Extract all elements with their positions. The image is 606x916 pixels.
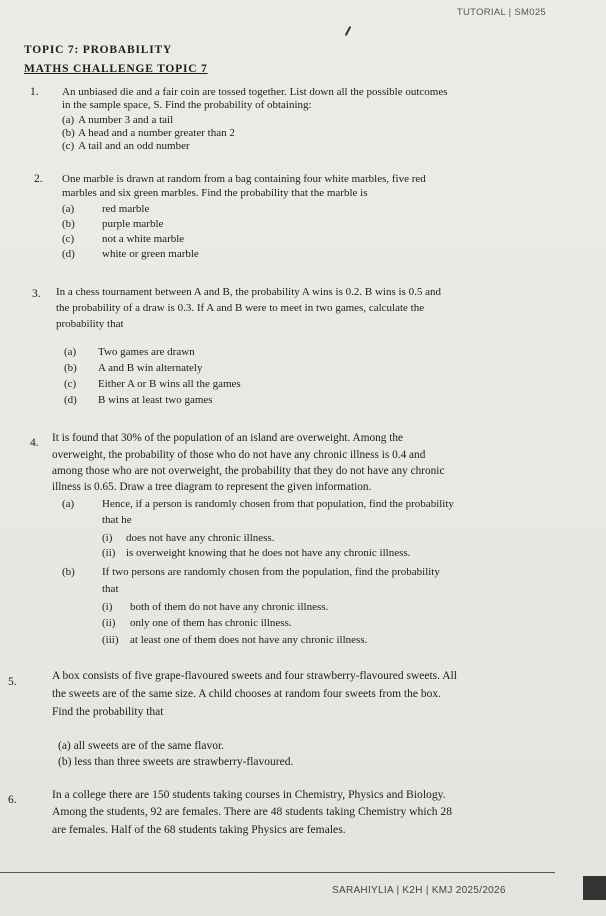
part-text: A head and a number greater than 2	[78, 127, 235, 139]
part-label: (a)	[62, 203, 75, 215]
part-text: purple marble	[102, 218, 164, 230]
question-line: An unbiased die and a fair coin are tossed together. List down all the possible outcomes	[62, 86, 448, 98]
question-part	[62, 203, 149, 216]
part-text: that	[102, 583, 119, 595]
part-text: at least one of them does not have any chronic illness.	[130, 634, 368, 646]
question-line: the probability of a draw is 0.3. If A and B were to meet in two games, calculate the	[56, 302, 425, 314]
part-text: B wins at least two games	[98, 394, 213, 406]
part-label: (d)	[62, 248, 75, 260]
part-label: (ii)	[102, 547, 116, 559]
question-line: illness is 0.65. Draw a tree diagram to represent the given information.	[52, 481, 372, 493]
part-text: If two persons are randomly chosen from the population, find the probability	[102, 566, 440, 578]
question-line: overweight, the probability of those who do not have any chronic illness is 0.4 and	[52, 449, 426, 461]
part-text: A and B win alternately	[98, 362, 203, 374]
question-line: probability that	[56, 318, 124, 330]
part-label: (d)	[64, 394, 77, 406]
part-text: red marble	[102, 203, 150, 215]
challenge-title: MATHS CHALLENGE TOPIC 7	[24, 63, 208, 75]
part-label: (i)	[102, 601, 113, 613]
footer-divider	[0, 872, 555, 873]
part-text: is overweight knowing that he does not have any chronic illness.	[126, 547, 411, 559]
pen-mark	[345, 26, 351, 36]
question-number: 1.	[30, 86, 39, 98]
question-part	[102, 601, 328, 614]
question-number: 6.	[8, 794, 17, 806]
question-line: A box consists of five grape-flavoured sweets and four strawberry-flavoured sweets. All	[52, 670, 457, 682]
question-part	[62, 248, 199, 261]
part-label: (b)	[62, 218, 75, 230]
question-part	[62, 114, 173, 127]
question-line: One marble is drawn at random from a bag containing four white marbles, five red	[62, 173, 426, 185]
part-label: (b)	[62, 127, 75, 139]
part-label: (c)	[62, 140, 75, 152]
part-text: that he	[102, 514, 132, 526]
question-line: among those who are not overweight, the probability that they do not have any chronic	[52, 465, 445, 477]
part-text: not a white marble	[102, 233, 185, 245]
topic-title: TOPIC 7: PROBABILITY	[24, 44, 173, 56]
part-label: (c)	[62, 233, 75, 245]
question-part	[62, 218, 163, 231]
footer-text: SARAHIYLIA | K2H | KMJ 2025/2026	[332, 885, 506, 896]
question-part	[58, 740, 224, 753]
part-label: (a)	[64, 346, 77, 358]
question-part	[64, 346, 195, 359]
part-text: does not have any chronic illness.	[126, 532, 275, 544]
question-line: Among the students, 92 are females. There are 48 students taking Chemistry which 28	[52, 805, 453, 818]
part-text: all sweets are of the same flavor.	[73, 740, 225, 752]
part-label: (ii)	[102, 617, 116, 629]
part-text: less than three sweets are strawberry-flavoured.	[74, 756, 294, 768]
question-part	[62, 233, 184, 246]
question-part	[62, 566, 440, 579]
part-text: only one of them has chronic illness.	[130, 617, 292, 629]
tutorial-code: TUTORIAL | SM025	[456, 7, 546, 18]
question-line: It is found that 30% of the population of an island are overweight. Among the	[52, 432, 404, 444]
question-part	[62, 127, 235, 140]
question-part	[64, 362, 202, 375]
question-part	[62, 498, 454, 511]
question-part	[102, 634, 367, 647]
question-part	[64, 378, 241, 391]
question-line: are females. Half of the 68 students taking Physics are females.	[52, 823, 346, 836]
corner-tab	[583, 876, 606, 900]
question-line: In a chess tournament between A and B, the probability A wins is 0.2. B wins is 0.5 and	[56, 286, 441, 298]
part-text: both of them do not have any chronic illness.	[130, 601, 329, 613]
question-part	[102, 583, 119, 596]
question-part	[102, 617, 292, 630]
part-text: white or green marble	[102, 248, 199, 260]
part-label: (b)	[64, 362, 77, 374]
part-label: (c)	[64, 378, 77, 390]
question-line: In a college there are 150 students taking courses in Chemistry, Physics and Biology.	[52, 788, 446, 801]
question-line: Find the probability that	[52, 706, 164, 718]
question-number: 3.	[32, 288, 41, 300]
part-label: (iii)	[102, 634, 119, 646]
part-text: Hence, if a person is randomly chosen from that population, find the probability	[102, 498, 454, 510]
question-number: 4.	[30, 437, 39, 449]
part-text: A tail and an odd number	[78, 140, 190, 152]
part-text: A number 3 and a tail	[78, 114, 174, 126]
question-part	[102, 547, 410, 560]
question-line: marbles and six green marbles. Find the probability that the marble is	[62, 187, 368, 199]
question-line: the sweets are of the same size. A child chooses at random four sweets from the box.	[52, 688, 441, 700]
question-part	[64, 394, 213, 407]
question-line: in the sample space, S. Find the probability of obtaining:	[62, 99, 312, 111]
question-part	[102, 514, 132, 527]
part-text: Two games are drawn	[98, 346, 195, 358]
part-label: (a)	[62, 114, 75, 126]
part-label: (b)	[58, 756, 72, 768]
part-label: (b)	[62, 566, 75, 578]
part-text: Either A or B wins all the games	[98, 378, 241, 390]
question-number: 5.	[8, 676, 17, 688]
part-label: (a)	[58, 740, 71, 752]
part-label: (i)	[102, 532, 113, 544]
question-number: 2.	[34, 173, 43, 185]
question-part	[102, 532, 274, 545]
part-label: (a)	[62, 498, 75, 510]
question-part	[58, 756, 293, 769]
question-part	[62, 140, 190, 153]
